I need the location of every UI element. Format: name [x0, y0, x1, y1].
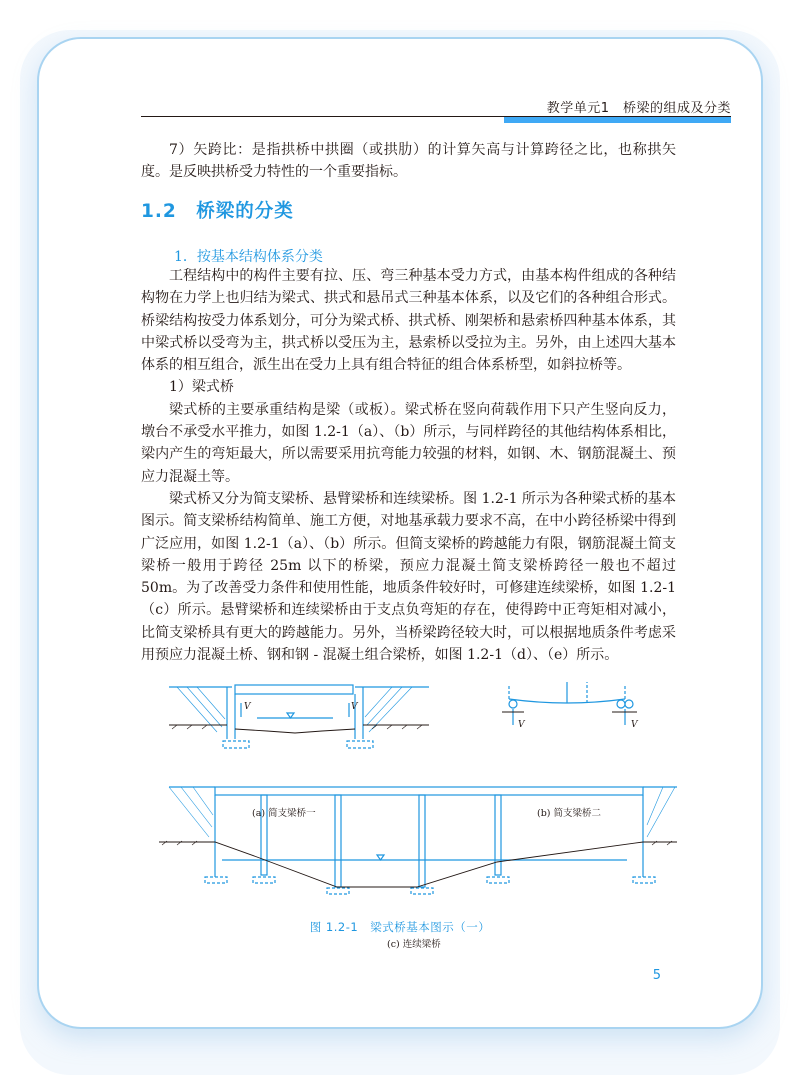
page-number: 5	[652, 968, 661, 983]
figure-1-2-1	[157, 677, 677, 950]
force-label-v: V	[518, 720, 525, 730]
book-page	[37, 37, 763, 1029]
figure-caption: 图 1.2-1 梁式桥基本图示（一）	[309, 920, 491, 934]
force-label-v: V	[351, 702, 358, 712]
force-label-v: V	[631, 720, 638, 730]
beam-bridge-diagrams	[157, 677, 677, 917]
ratio-definition: 7）矢跨比：是指拱桥中拱圈（或拱肋）的计算矢高与计算跨径之比，也称拱矢度。是反映拱桥受力特性的一个重要指标。	[141, 142, 676, 181]
diagram-b	[509, 682, 633, 725]
figure-label-a: (a) 简支梁桥一	[252, 808, 316, 819]
figure-label-c: (c) 连续梁桥	[387, 939, 441, 950]
header-accent-bar	[504, 117, 731, 123]
ground-c	[159, 841, 677, 887]
diagram-c	[169, 787, 677, 894]
force-label-v: V	[244, 702, 251, 712]
diagram-a	[169, 685, 429, 748]
paragraph-beam-bridge: 梁式桥的主要承重结构是梁（或板）。梁式桥在竖向荷载作用下只产生竖向反力，墩台不承受水平推力，如图 1.2-1（a）、（b）所示，与同样跨径的其他结构体系相比，梁内产生的弯矩最大，所以需要采用抗弯能力较强的材料，如钢、木、钢筋混凝土、预应力混凝土等。	[141, 401, 676, 485]
figure-label-b: (b) 简支梁桥二	[537, 808, 602, 819]
paragraph-beam-types: 梁式桥又分为简支梁桥、悬臂梁桥和连续梁桥。图 1.2-1 所示为各种梁式桥的基本图示。简支梁桥结构简单、施工方便，对地基承载力要求不高，在中小跨径桥梁中得到广泛应用，如图 1.2-1（a）、（b）所示。但简支梁桥的跨越能力有限，钢筋混凝土简支梁桥一般用于跨径 25m 以下的桥梁，预应力混凝土简支梁桥跨径一般也不超过 50m。为了改善受力条件和使用性能，地质条件较好时，可修建连续梁桥，如图 1.2-1（c）所示。悬臂梁桥和连续梁桥由于支点负弯矩的存在，使得跨中正弯矩相对减小，比简支梁桥具有更大的跨越能力。另外，当桥梁跨径较大时，可以根据地质条件考虑采用预应力混凝土桥、钢和钢 - 混凝土组合梁桥，如图 1.2-1（d）、（e）所示。	[141, 490, 676, 664]
section-title: 1.2 桥梁的分类	[141, 201, 294, 222]
subsection-title: 1．按基本结构体系分类	[174, 249, 323, 265]
ground-a	[169, 725, 429, 733]
section-body	[141, 265, 676, 666]
running-header: 教学单元1 桥梁的组成及分类	[546, 101, 731, 116]
item-heading-beam-bridge: 1）梁式桥	[169, 379, 234, 396]
paragraph-structure-systems: 工程结构中的构件主要有拉、压、弯三种基本受力方式，由基本构件组成的各种结构物在力学上也归结为梁式、拱式和悬吊式三种基本体系，以及它们的各种组合形式。桥梁结构按受力体系划分，可分为梁式桥、拱式桥、刚架桥和悬索桥四种基本体系，其中梁式桥以受弯为主，拱式桥以受压为主，悬索桥以受拉为主。另外，由上述四大基本体系的相互组合，派生出在受力上具有组合特征的组合体系桥型，如斜拉桥等。	[141, 268, 676, 374]
intro-paragraph	[141, 139, 676, 184]
